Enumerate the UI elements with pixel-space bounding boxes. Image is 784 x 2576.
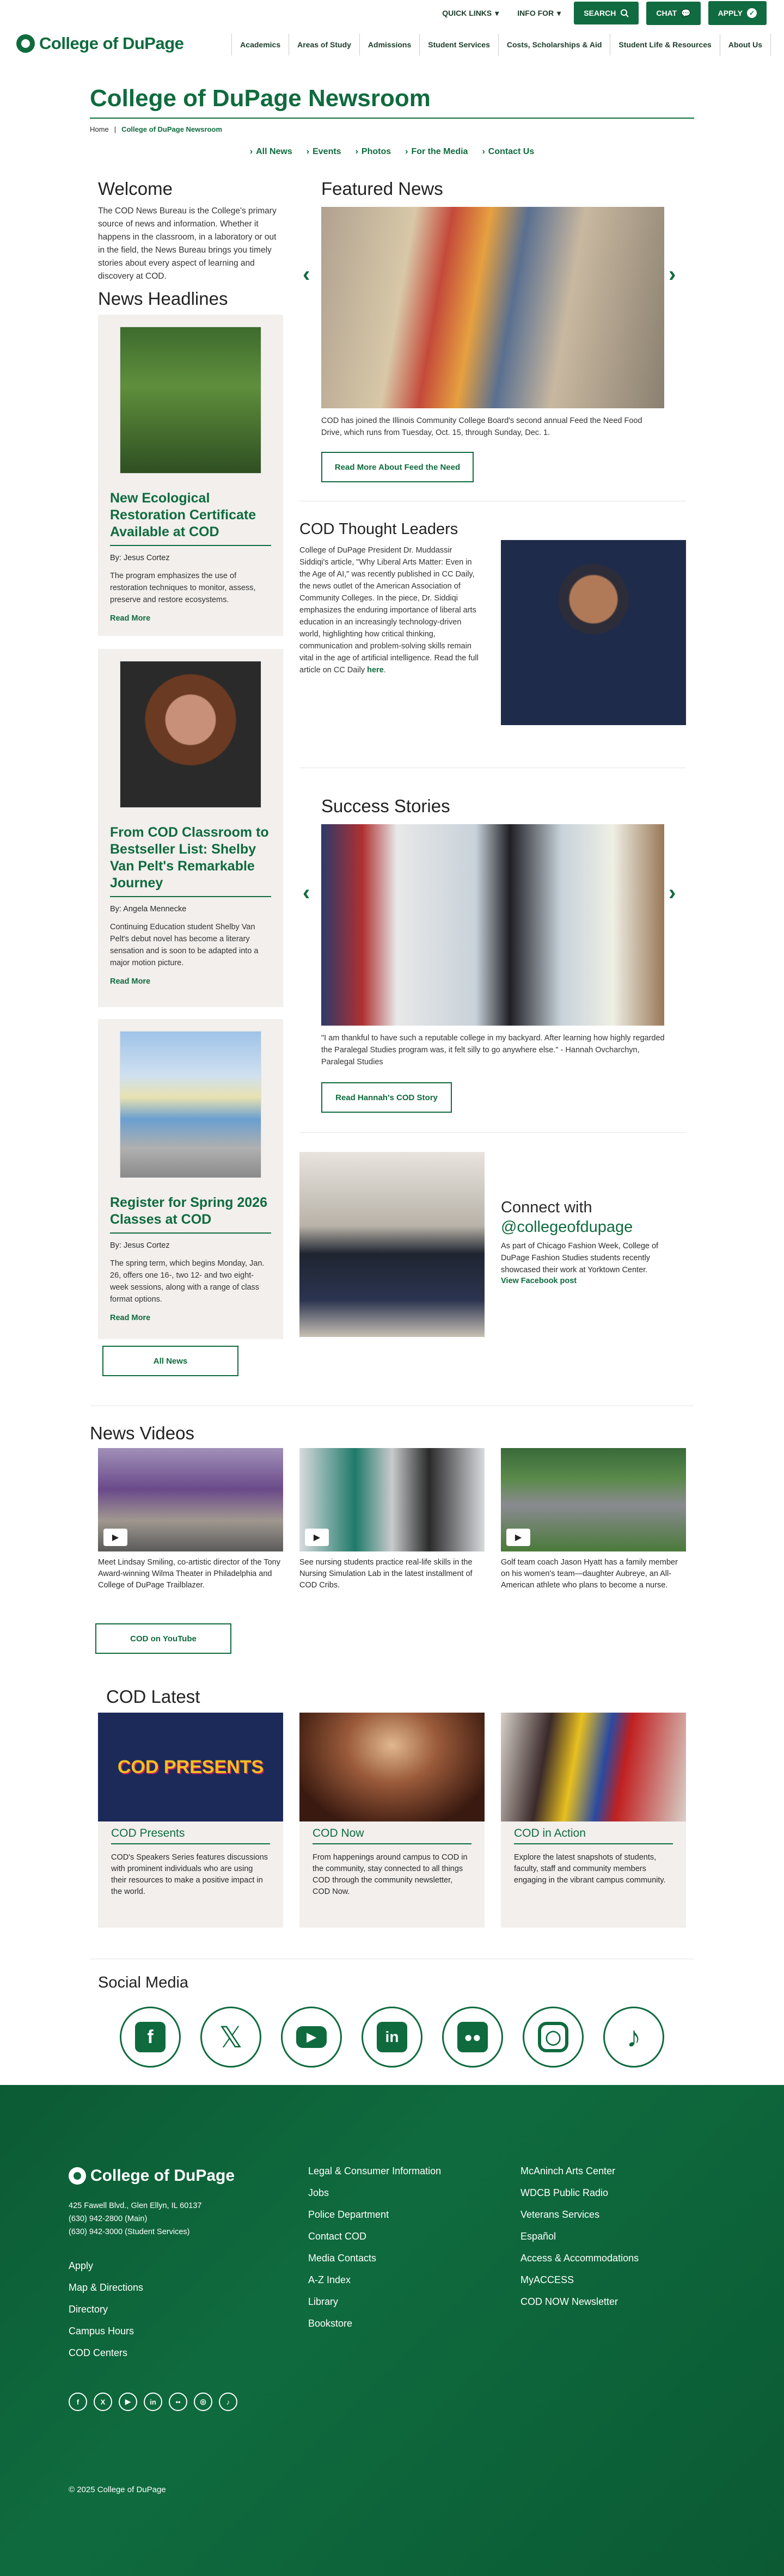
success-quote: "I am thankful to have such a reputable college in my backyard. After learning how highly regarded the Paralegal Studies program was, it felt silly to go anywhere else." - Hannah Ovcharchyn, Paralegal Studies [321, 1034, 665, 1066]
info-for-label: INFO FOR [517, 9, 554, 17]
headline-card [98, 649, 283, 1007]
footer-link[interactable]: Access & Accommodations [520, 2253, 639, 2264]
linkedin-icon: in [377, 2022, 407, 2052]
featured-image-food-drive [321, 207, 664, 408]
phone-student-services[interactable]: (630) 942-3000 (Student Services) [69, 2228, 190, 2236]
latest-text: From happenings around campus to COD in the community, stay connected to all things COD through the community newsletter, COD Now. [313, 1853, 468, 1896]
footer-link[interactable]: Español [520, 2231, 556, 2242]
chat-bubble-icon: 💬 [681, 8, 691, 17]
cod-in-action-image [501, 1713, 686, 1821]
thought-leaders-end: . [383, 666, 386, 674]
tiktok-link[interactable] [603, 2007, 664, 2068]
headline-title[interactable]: From COD Classroom to Bestseller List: Shelby Van Pelt's Remarkable Journey [110, 824, 271, 897]
latest-title[interactable]: COD Now [313, 1827, 471, 1844]
headline-byline: By: Jesus Cortez [110, 554, 170, 562]
phone-main[interactable]: (630) 942-2800 (Main) [69, 2215, 148, 2223]
headline-image-portrait [120, 661, 261, 808]
breadcrumb-home[interactable]: Home [90, 125, 109, 133]
president-photo [501, 540, 686, 725]
nav-item-about-us[interactable]: About Us [720, 34, 771, 56]
footer-address [69, 2199, 202, 2238]
footer-link[interactable]: Legal & Consumer Information [308, 2166, 442, 2176]
college-logo[interactable] [16, 34, 183, 53]
info-for-menu[interactable] [512, 3, 566, 23]
instagram-link[interactable] [523, 2007, 584, 2068]
news-videos-title: News Videos [90, 1423, 194, 1443]
x-icon[interactable]: X [94, 2393, 112, 2411]
chat-button[interactable] [646, 2, 700, 25]
breadcrumb [90, 125, 222, 133]
video-caption: Golf team coach Jason Hyatt has a family member on his women's team—daughter Aubreye, an All-American athlete who plans to become a nurse. [501, 1558, 678, 1590]
featured-caption: COD has joined the Illinois Community College Board's second annual Feed the Need Food Drive, which runs from Tuesday, Oct. 15, through Sunday, Dec. 1. [321, 416, 642, 437]
play-icon[interactable]: ▶ [103, 1529, 127, 1546]
carousel-next-icon[interactable]: › [669, 262, 676, 286]
connect-handle[interactable]: @collegeofdupage [501, 1218, 633, 1236]
news-headlines-title: News Headlines [98, 289, 228, 309]
facebook-icon: f [135, 2022, 166, 2052]
headline-summary: The program emphasizes the use of restoration techniques to monitor, assess, preserve and restore ecosystems. [110, 572, 256, 604]
footer-link[interactable]: Police Department [308, 2209, 389, 2220]
site-footer [0, 2085, 784, 2576]
latest-title[interactable]: COD Presents [111, 1827, 270, 1844]
headline-title[interactable]: New Ecological Restoration Certificate Available at COD [110, 490, 271, 546]
utility-bar [0, 0, 784, 27]
footer-col-3 [520, 2160, 639, 2313]
video-card[interactable] [299, 1448, 485, 1591]
latest-card[interactable] [299, 1713, 485, 1928]
footer-link[interactable]: Contact COD [308, 2231, 367, 2242]
headline-image-ecology [120, 327, 261, 474]
utility-links [437, 1, 767, 25]
linkedin-link[interactable] [362, 2007, 422, 2068]
subnav-for-the-media[interactable]: › For the Media [405, 147, 468, 157]
footer-social-icons [69, 2393, 243, 2411]
read-more-feed-the-need-button[interactable]: Read More About Feed the Need [321, 452, 474, 482]
footer-link[interactable]: McAninch Arts Center [520, 2166, 616, 2176]
tiktok-icon[interactable]: ♪ [219, 2393, 237, 2411]
chevron-down-icon: ▾ [557, 8, 561, 17]
headline-summary: Continuing Education student Shelby Van Pelt's debut novel has become a literary sensation and is soon to be adapted into a major motion picture. [110, 923, 259, 967]
headline-card [98, 1019, 283, 1339]
instagram-icon[interactable]: ◎ [194, 2393, 212, 2411]
footer-col-1 [69, 2255, 143, 2364]
all-news-button[interactable]: All News [102, 1346, 238, 1376]
read-more-link[interactable]: Read More [110, 1314, 151, 1322]
chat-label: CHAT [656, 9, 677, 17]
thought-leaders-body: College of DuPage President Dr. Muddassir Siddiqi's article, "Why Liberal Arts Matter: Even in the Age of AI," was recently published in CC Daily, the news outlet of the American Association of Community Colleges. In the piece, Dr. Siddiqi emphasizes the enduring importance of liberal arts education in an increasingly technology-driven world, highlighting how critical thinking, communication and problem-solving skills remain vital in the age of artificial intelligence. Read the full article on CC Daily [299, 546, 479, 674]
page-title: College of DuPage Newsroom [90, 85, 431, 112]
quick-links-label: QUICK LINKS [442, 9, 492, 17]
video-caption: See nursing students practice real-life skills in the Nursing Simulation Lab in the latest installment of COD Cribs. [299, 1558, 473, 1590]
success-story-photo [321, 824, 664, 1026]
flickr-link[interactable] [442, 2007, 503, 2068]
youtube-icon[interactable]: ▶ [119, 2393, 137, 2411]
youtube-link[interactable] [281, 2007, 342, 2068]
footer-link[interactable]: Apply [69, 2260, 94, 2271]
footer-link[interactable]: COD Centers [69, 2347, 128, 2358]
thought-leaders-text [299, 544, 479, 676]
video-card[interactable] [98, 1448, 283, 1591]
connect-section [501, 1198, 686, 1286]
newsroom-subnav [0, 147, 784, 157]
logo-mark-icon [69, 2167, 86, 2185]
search-icon [620, 9, 629, 17]
footer-link[interactable]: A-Z Index [308, 2274, 351, 2285]
headline-byline: By: Angela Mennecke [110, 905, 187, 913]
headline-card [98, 315, 283, 636]
title-divider [90, 118, 694, 119]
welcome-text: The COD News Bureau is the College's primary source of news and information. Whether it happens in the classroom, in a laboratory or out in the field, the News Bureau brings you timely stories about every aspect of learning and discovery at COD. [98, 206, 277, 281]
footer-link[interactable]: MyACCESS [520, 2274, 574, 2285]
address-line: 425 Fawell Blvd., Glen Ellyn, IL 60137 [69, 2201, 202, 2210]
footer-col-2 [308, 2160, 441, 2334]
main-nav [231, 34, 771, 56]
headline-image-campus [120, 1031, 261, 1178]
success-stories-title: Success Stories [321, 796, 450, 816]
footer-link[interactable]: Veterans Services [520, 2209, 600, 2220]
footer-link[interactable]: COD NOW Newsletter [520, 2296, 618, 2307]
video-card[interactable] [501, 1448, 686, 1591]
apply-button[interactable] [708, 1, 767, 25]
nav-item-student-services[interactable]: Student Services [420, 34, 499, 56]
latest-card[interactable] [501, 1713, 686, 1928]
subnav-all-news[interactable]: › All News [250, 147, 292, 157]
quick-links-menu[interactable] [437, 3, 504, 23]
headline-summary: The spring term, which begins Monday, Jan. 26, offers one 16-, two 12- and two eight-week sessions, along with a range of class format options. [110, 1259, 265, 1304]
instagram-icon: ◯ [538, 2022, 568, 2052]
footer-link[interactable]: Map & Directions [69, 2282, 144, 2293]
subnav-photos[interactable]: › Photos [356, 147, 391, 157]
welcome-title: Welcome [98, 179, 173, 199]
logo-mark-icon [16, 34, 35, 53]
latest-text: Explore the latest snapshots of students, faculty, staff and community members engaging in the vibrant campus community. [514, 1853, 666, 1885]
search-label: SEARCH [584, 9, 616, 17]
search-button[interactable] [574, 2, 639, 24]
video-caption: Meet Lindsay Smiling, co-artistic director of the Tony Award-winning Wilma Theater in Philadelphia and College of DuPage Trailblazer. [98, 1558, 280, 1590]
carousel-prev-icon[interactable]: ‹ [303, 881, 310, 905]
nav-item-areas-of-study[interactable]: Areas of Study [289, 34, 360, 56]
read-more-link[interactable]: Read More [110, 614, 151, 623]
thought-leaders-title: COD Thought Leaders [299, 520, 458, 538]
nav-item-academics[interactable]: Academics [232, 34, 289, 56]
nav-item-admissions[interactable]: Admissions [360, 34, 420, 56]
footer-link[interactable]: Bookstore [308, 2318, 353, 2329]
breadcrumb-separator: | [114, 125, 117, 133]
logo-text: College of DuPage [39, 34, 184, 53]
breadcrumb-current: College of DuPage Newsroom [121, 125, 222, 133]
youtube-icon: ▶ [296, 2026, 327, 2048]
nav-item-student-life[interactable]: Student Life & Resources [610, 34, 720, 56]
headline-byline: By: Jesus Cortez [110, 1241, 170, 1250]
facebook-link[interactable] [120, 2007, 181, 2068]
subnav-contact-us[interactable]: › Contact Us [482, 147, 534, 157]
facebook-post-link[interactable]: View Facebook post [501, 1277, 577, 1285]
welcome-section [98, 179, 283, 283]
footer-link[interactable]: WDCB Public Radio [520, 2187, 609, 2198]
carousel-prev-icon[interactable]: ‹ [303, 262, 310, 286]
footer-link[interactable]: Directory [69, 2304, 108, 2315]
hannah-story-button[interactable]: Read Hannah's COD Story [321, 1082, 452, 1113]
cod-latest-title: COD Latest [106, 1686, 200, 1707]
footer-link[interactable]: Media Contacts [308, 2253, 377, 2264]
carousel-next-icon[interactable]: › [669, 881, 676, 905]
x-icon: 𝕏 [219, 2021, 243, 2054]
chevron-down-icon: ▾ [495, 8, 499, 17]
tiktok-icon: ♪ [626, 2021, 641, 2053]
nav-item-costs[interactable]: Costs, Scholarships & Aid [499, 34, 611, 56]
footer-link[interactable]: Library [308, 2296, 339, 2307]
cod-now-image [299, 1713, 485, 1821]
copyright: © 2025 College of DuPage [69, 2485, 166, 2494]
linkedin-icon[interactable]: in [144, 2393, 162, 2411]
apply-label: APPLY [718, 9, 743, 17]
flickr-icon[interactable]: •• [169, 2393, 187, 2411]
latest-card[interactable] [98, 1713, 283, 1928]
latest-text: COD's Speakers Series features discussions with prominent individuals who are using their resources to make a positive impact in the world. [111, 1853, 268, 1896]
play-icon[interactable]: ▶ [305, 1529, 329, 1546]
social-media-title: Social Media [98, 1974, 189, 1991]
headline-title[interactable]: Register for Spring 2026 Classes at COD [110, 1194, 271, 1234]
connect-text: As part of Chicago Fashion Week, College of DuPage Fashion Studies students recently showcased their work at Yorktown Center. [501, 1242, 659, 1274]
latest-title[interactable]: COD in Action [514, 1827, 673, 1844]
fashion-photo [299, 1152, 485, 1337]
read-more-link[interactable]: Read More [110, 977, 151, 986]
subnav-events[interactable]: › Events [307, 147, 341, 157]
video-thumbnail[interactable] [98, 1448, 283, 1551]
facebook-icon[interactable]: f [69, 2393, 87, 2411]
featured-news-title: Featured News [321, 179, 443, 199]
cod-presents-image: COD PRESENTS [98, 1713, 283, 1821]
video-thumbnail[interactable] [299, 1448, 485, 1551]
x-link[interactable] [200, 2007, 261, 2068]
connect-title: Connect with [501, 1199, 592, 1216]
cc-daily-link[interactable]: here [367, 666, 384, 674]
cod-youtube-button[interactable]: COD on YouTube [95, 1623, 231, 1654]
video-thumbnail[interactable] [501, 1448, 686, 1551]
footer-link[interactable]: Jobs [308, 2187, 329, 2198]
flickr-icon: ●● [457, 2022, 488, 2052]
footer-logo-text: College of DuPage [90, 2167, 235, 2185]
footer-link[interactable]: Campus Hours [69, 2326, 134, 2336]
footer-logo[interactable] [69, 2167, 235, 2185]
section-divider [299, 1132, 686, 1133]
check-circle-icon: ✓ [747, 8, 757, 18]
play-icon[interactable]: ▶ [506, 1529, 530, 1546]
